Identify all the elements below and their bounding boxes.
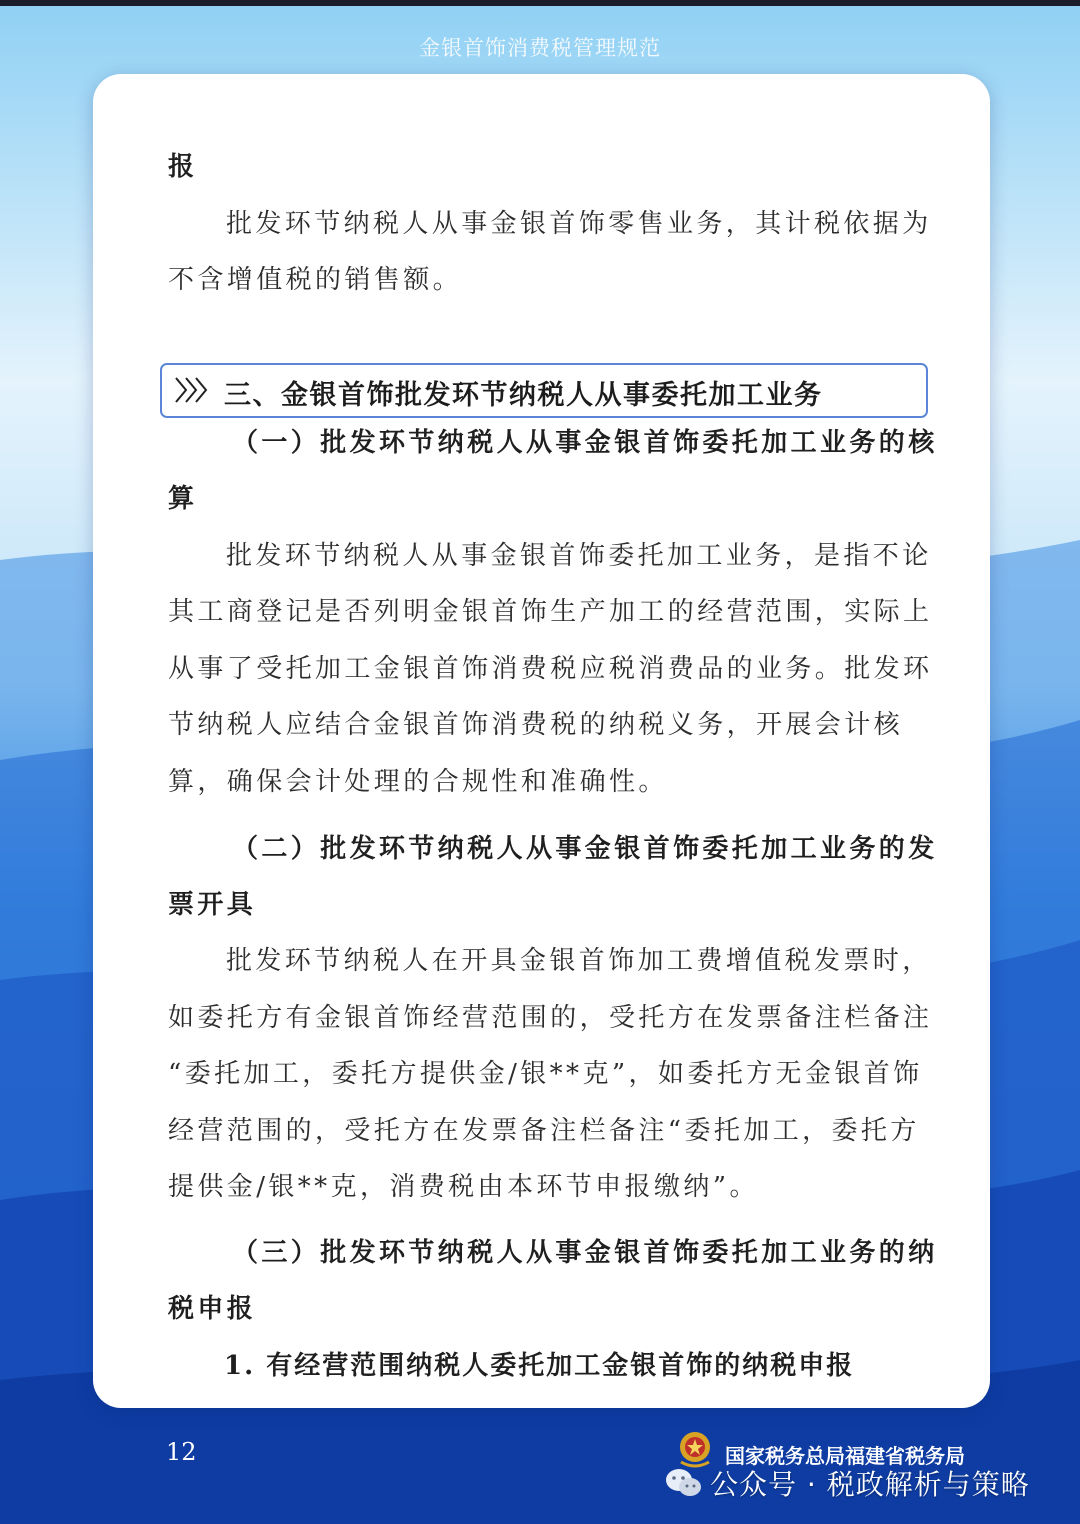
paragraph-line: 批发环节纳税人在开具金银首饰加工费增值税发票时，	[226, 946, 932, 976]
paragraph-line: “委托加工，委托方提供金/银**克”，如委托方无金银首饰	[168, 1059, 923, 1089]
subsection-heading: （三）批发环节纳税人从事金银首饰委托加工业务的纳	[232, 1238, 938, 1268]
paragraph-line: 批发环节纳税人从事金银首饰零售业务，其计税依据为	[226, 209, 932, 239]
paragraph-line: 提供金/银**克，消费税由本环节申报缴纳”。	[168, 1172, 759, 1202]
numbered-heading: 1. 有经营范围纳税人委托加工金银首饰的纳税申报	[224, 1351, 855, 1381]
subsection-heading: 税申报	[168, 1294, 257, 1324]
subsection-heading: 票开具	[168, 890, 257, 920]
top-bar	[0, 0, 1080, 6]
paragraph-line: 其工商登记是否列明金银首饰生产加工的经营范围，实际上	[168, 597, 933, 627]
paragraph-line: 经营范围的，受托方在发票备注栏备注“委托加工，委托方	[168, 1116, 920, 1146]
page-number: 12	[166, 1438, 197, 1466]
paragraph-line: 算，确保会计处理的合规性和准确性。	[168, 767, 668, 797]
bureau-name: 国家税务总局福建省税务局	[725, 1444, 965, 1468]
document-header-title: 金银首饰消费税管理规范	[419, 36, 661, 60]
subsection-heading: （二）批发环节纳税人从事金银首饰委托加工业务的发	[232, 834, 938, 864]
paragraph-line: 报	[168, 152, 198, 182]
paragraph-line: 节纳税人应结合金银首饰消费税的纳税义务，开展会计核	[168, 710, 904, 740]
subsection-heading: 算	[168, 484, 198, 514]
wechat-account-label: 公众号 · 税政解析与策略	[710, 1468, 1030, 1501]
section-heading-box	[160, 363, 928, 418]
paragraph-line: 批发环节纳税人从事金银首饰委托加工业务，是指不论	[226, 541, 932, 571]
section-title: 三、金银首饰批发环节纳税人从事委托加工业务	[224, 380, 823, 411]
paragraph-line: 不含增值税的销售额。	[168, 265, 463, 295]
subsection-heading: （一）批发环节纳税人从事金银首饰委托加工业务的核	[232, 428, 938, 458]
tax-bureau-emblem-icon	[675, 1428, 715, 1470]
wechat-icon	[664, 1466, 704, 1500]
paragraph-line: 如委托方有金银首饰经营范围的，受托方在发票备注栏备注	[168, 1003, 933, 1033]
paragraph-line: 从事了受托加工金银首饰消费税应税消费品的业务。批发环	[168, 654, 933, 684]
double-chevron-icon	[172, 376, 212, 404]
